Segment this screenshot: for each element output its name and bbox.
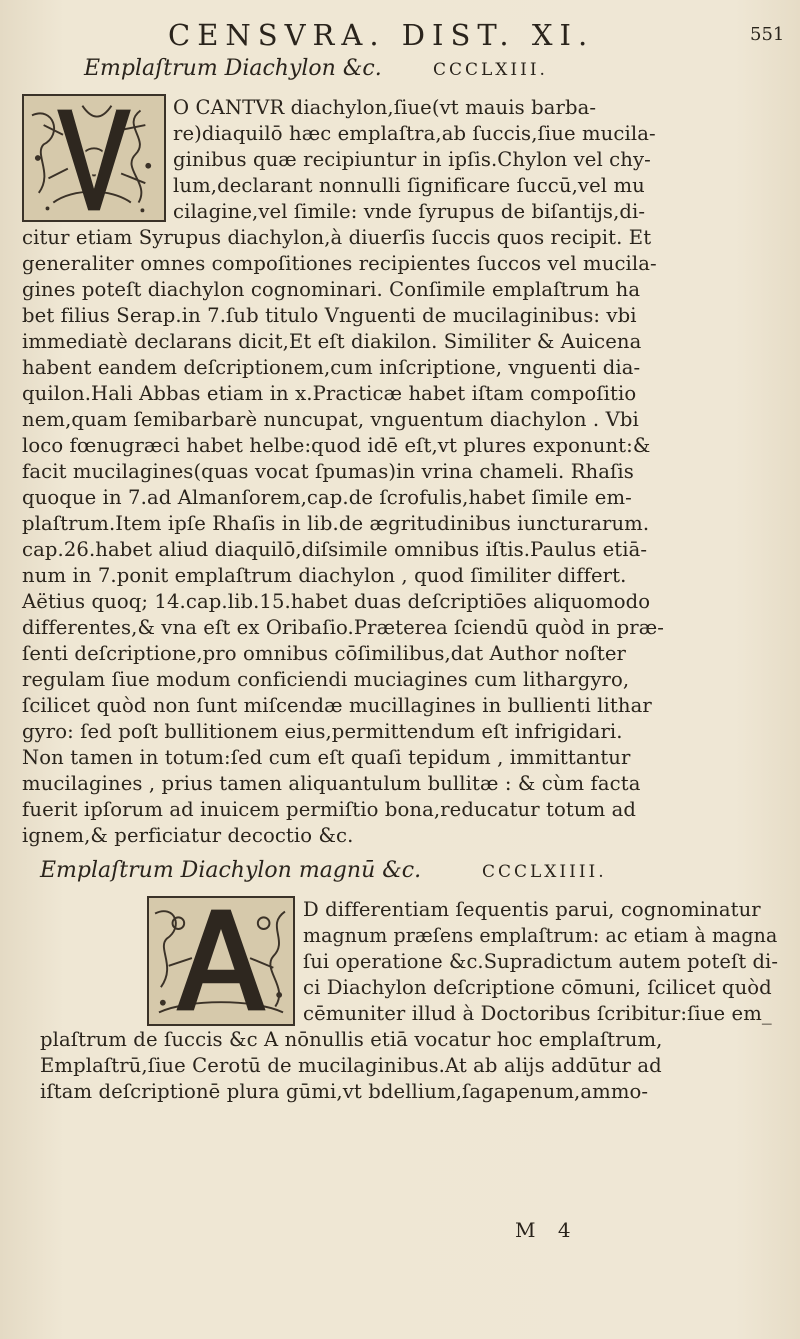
text-line: Aëtius quoq; 14.cap.lib.15.habet duas deſcriptiōes aliquomodo [22,590,651,613]
text-line: fuerit ipſorum ad inuicem permiſtio bona,reducatur totum ad [22,798,637,821]
text-line: ſui operatione &c.Supradictum autem poteſt di- [303,950,779,973]
text-line: num in 7.ponit emplaſtrum diachylon , quod ſimiliter differt. [22,564,627,587]
text-line: bet filius Serap.in 7.ſub titulo Vnguenti de mucilaginibus: vbi [22,304,637,327]
text-line: regulam ſiue modum conficiendi muciagines cum lithargyro, [22,668,630,691]
section-number-1: CCCLXIII. [433,60,548,80]
text-line: gyro: ſed poſt bullitionem eius,permittendum eſt infrigidari. [22,720,623,743]
section-title-1: Emplaſtrum Diachylon &c. [84,56,382,81]
text-line: O CANTVR diachylon,ſiue(vt mauis barba- [173,96,597,119]
text-line: re)diaquilō hæc emplaſtra,ab ſuccis,ſiue mucila- [173,122,656,145]
text-line: nem,quam ſemibarbarè nuncupat, vnguentum diachylon . Vbi [22,408,639,431]
page-number: 551 [750,24,785,45]
text-line: citur etiam Syrupus diachylon,à diuerſis ſuccis quos recipit. Et [22,226,652,249]
text-line: differentes,& vna eſt ex Oribaſio.Præterea ſciendū quòd in præ- [22,616,664,639]
text-line: generaliter omnes compoſitiones recipientes ſuccos vel mucila- [22,252,657,275]
woodcut-initial-picture [24,96,164,220]
text-line: mucilagines , prius tamen aliquantulum bullitæ : & cùm facta [22,772,641,795]
text-line: lum,declarant nonnulli ſignificare ſuccū,vel mu [173,174,645,197]
running-head-title: CENSVRA. DIST. XI. [168,18,595,52]
text-line: plaſtrum.Item ipſe Rhaſis in lib.de ægritudinibus iuncturarum. [22,512,650,535]
text-line: D differentiam ſequentis parui, cognominatur [303,898,761,921]
signature-mark: M 4 [515,1218,579,1242]
text-line: cap.26.habet aliud diaquilō,diſsimile omnibus iſtis.Paulus etiā- [22,538,648,561]
text-line: quoque in 7.ad Almanſorem,cap.de ſcrofulis,habet ſimile em- [22,486,632,509]
text-line: ginibus quæ recipiuntur in ipſis.Chylon vel chy- [173,148,651,171]
decorated-initial-v [22,94,166,222]
text-line: cilagine,vel ſimile: vnde ſyrupus de biſantijs,di- [173,200,646,223]
text-line: plaſtrum de ſuccis &c A nōnullis etiā vocatur hoc emplaſtrum, [40,1028,663,1051]
text-line: iſtam deſcriptionē plura gūmi,vt bdellium,ſagapenum,ammo- [40,1080,649,1103]
text-line: cēmuniter illud à Doctoribus ſcribitur:ſiue em_ [303,1002,772,1025]
text-line: ſenti deſcriptione,pro omnibus cōſimilibus,dat Author noſter [22,642,626,665]
text-line: ci Diachylon deſcriptione cōmuni, ſcilicet quòd [303,976,772,999]
text-line: loco fœnugræci habet helbe:quod idē eſt,vt plures exponunt:& [22,434,651,457]
text-line: ſcilicet quòd non ſunt miſcendæ mucillagines in bullienti lithar [22,694,652,717]
text-line: magnum præſens emplaſtrum: ac etiam à magna [303,924,778,947]
decorated-initial-a [147,896,295,1026]
section-title-2: Emplaſtrum Diachylon magnū &c. [40,858,422,883]
text-line: habent eandem deſcriptionem,cum inſcriptione, vnguenti dia- [22,356,641,379]
text-line: facit mucilagines(quas vocat ſpumas)in vrina chameli. Rhaſis [22,460,634,483]
section-number-2: CCCLXIIII. [482,862,607,882]
text-line: Non tamen in totum:ſed cum eſt quaſi tepidum , immittantur [22,746,631,769]
text-line: quilon.Hali Abbas etiam in x.Practicæ habet iſtam compoſitio [22,382,637,405]
text-line: ignem,& perficiatur decoctio &c. [22,824,354,847]
text-line: immediatè declarans dicit,Et eſt diakilon. Similiter & Auicena [22,330,642,353]
running-head [0,18,800,58]
text-line: gines poteſt diachylon cognominari. Conſimile emplaſtrum ha [22,278,641,301]
text-line: Emplaſtrū,ſiue Cerotū de mucilaginibus.At ab alijs addūtur ad [40,1054,662,1077]
woodcut-initial-picture [149,898,293,1024]
